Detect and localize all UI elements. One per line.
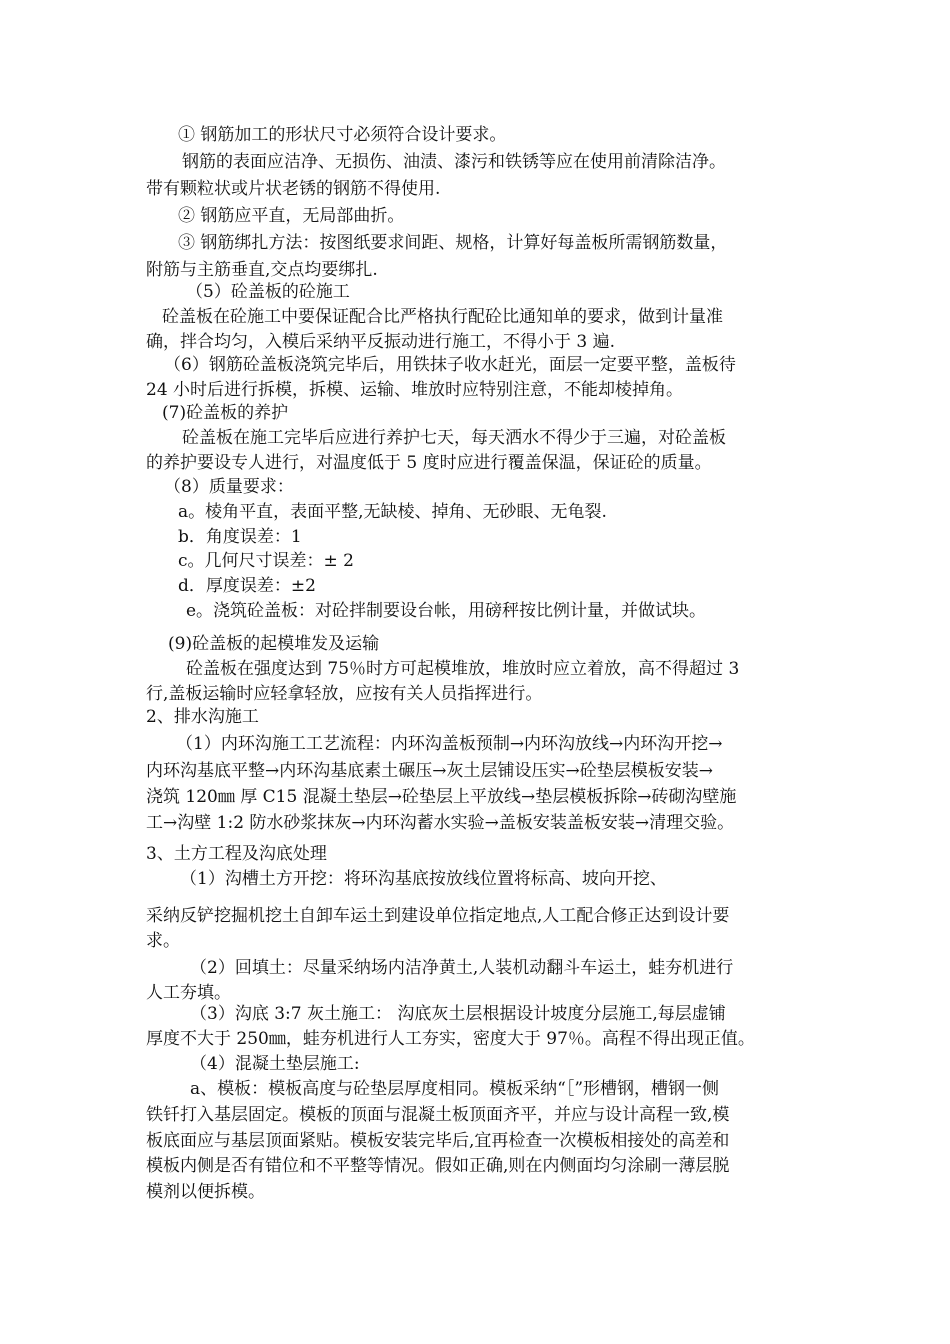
text-line: 浇筑 120㎜ 厚 C15 混凝土垫层→砼垫层上平放线→垫层模板拆除→砖砌沟壁施 (146, 787, 737, 807)
text-line: 砼盖板在砼施工中要保证配合比严格执行配砼比通知单的要求，做到计量准 (162, 307, 723, 327)
text-line: 3、土方工程及沟底处理 (146, 844, 327, 864)
text-line: d．厚度误差：±2 (178, 576, 316, 596)
text-line: 砼盖板在施工完毕后应进行养护七天，每天洒水不得少于三遍，对砼盖板 (182, 428, 726, 448)
text-line: 人工夯填。 (146, 983, 231, 1003)
text-line: 厚度不大于 250㎜，蛙夯机进行人工夯实，密度大于 97％。高程不得出现正值。 (146, 1029, 755, 1049)
text-line: 板底面应与基层顶面紧贴。模板安装完毕后,宜再检查一次模板相接处的高差和 (146, 1131, 730, 1151)
text-line: （8）质量要求： (164, 477, 294, 497)
text-line: 求。 (146, 931, 180, 951)
text-line: a、模板：模板高度与砼垫层厚度相同。模板采纳“［”形槽钢，槽钢一侧 (190, 1079, 720, 1099)
text-line: 带有颗粒状或片状老锈的钢筋不得使用. (146, 179, 441, 199)
text-line: 采纳反铲挖掘机挖土自卸车运土到建设单位指定地点,人工配合修正达到设计要 (146, 906, 730, 926)
text-line: （2）回填土：尽量采纳场内洁净黄土,人装机动翻斗车运土，蛙夯机进行 (190, 958, 734, 978)
text-line: 模剂以便拆模。 (146, 1182, 265, 1202)
text-line: ① 钢筋加工的形状尺寸必须符合设计要求。 (178, 125, 507, 145)
text-line: （1）内环沟施工工艺流程：内环沟盖板预制→内环沟放线→内环沟开挖→ (176, 734, 723, 754)
text-line: ② 钢筋应平直，无局部曲折。 (178, 206, 405, 226)
text-line: (7)砼盖板的养护 (162, 403, 289, 423)
text-line: 确，拌合均匀，入模后采纳平反振动进行施工，不得小于 3 遍. (146, 332, 616, 352)
text-line: 的养护要设专人进行，对温度低于 5 度时应进行覆盖保温，保证砼的质量。 (146, 453, 712, 473)
text-line: b．角度误差：1 (178, 527, 302, 547)
text-line: 工→沟壁 1:2 防水砂浆抹灰→内环沟蓄水实验→盖板安装盖板安装→清理交验。 (146, 813, 735, 833)
text-line: （6）钢筋砼盖板浇筑完毕后，用铁抹子收水赶光，面层一定要平整，盖板待 (164, 355, 736, 375)
text-line: (9)砼盖板的起模堆发及运输 (168, 634, 380, 654)
text-line: a。棱角平直，表面平整,无缺棱、掉角、无砂眼、无龟裂. (178, 502, 607, 522)
text-line: （5）砼盖板的砼施工 (186, 282, 350, 302)
text-line: 内环沟基底平整→内环沟基底素土碾压→灰土层铺设压实→砼垫层模板安装→ (146, 761, 713, 781)
text-line: 2、排水沟施工 (146, 707, 259, 727)
text-line: e。浇筑砼盖板：对砼拌制要设台帐，用磅秤按比例计量，并做试块。 (186, 601, 707, 621)
text-line: 行,盖板运输时应轻拿轻放，应按有关人员指挥进行。 (146, 684, 543, 704)
text-line: 附筋与主筋垂直,交点均要绑扎. (146, 260, 378, 280)
text-line: 铁钎打入基层固定。模板的顶面与混凝土板顶面齐平，并应与设计高程一致,模 (146, 1105, 730, 1125)
text-line: 模板内侧是否有错位和不平整等情况。假如正确,则在内侧面均匀涂刷一薄层脱 (146, 1156, 730, 1176)
text-line: 24 小时后进行拆模，拆模、运输、堆放时应特别注意，不能却棱掉角。 (146, 380, 684, 400)
text-line: 钢筋的表面应洁净、无损伤、油渍、漆污和铁锈等应在使用前清除洁净。 (182, 152, 726, 172)
text-line: ③ 钢筋绑扎方法：按图纸要求间距、规格，计算好每盖板所需钢筋数量， (178, 233, 728, 253)
text-line: （4）混凝土垫层施工: (190, 1054, 360, 1074)
text-line: （3）沟底 3:7 灰土施工： 沟底灰土层根据设计坡度分层施工,每层虚铺 (190, 1004, 726, 1024)
text-line: （1）沟槽土方开挖：将环沟基底按放线位置将标高、坡向开挖、 (180, 869, 667, 889)
text-line: c。几何尺寸误差：± 2 (178, 551, 354, 571)
text-line: 砼盖板在强度达到 75％时方可起模堆放，堆放时应立着放，高不得超过 3 (186, 659, 740, 679)
